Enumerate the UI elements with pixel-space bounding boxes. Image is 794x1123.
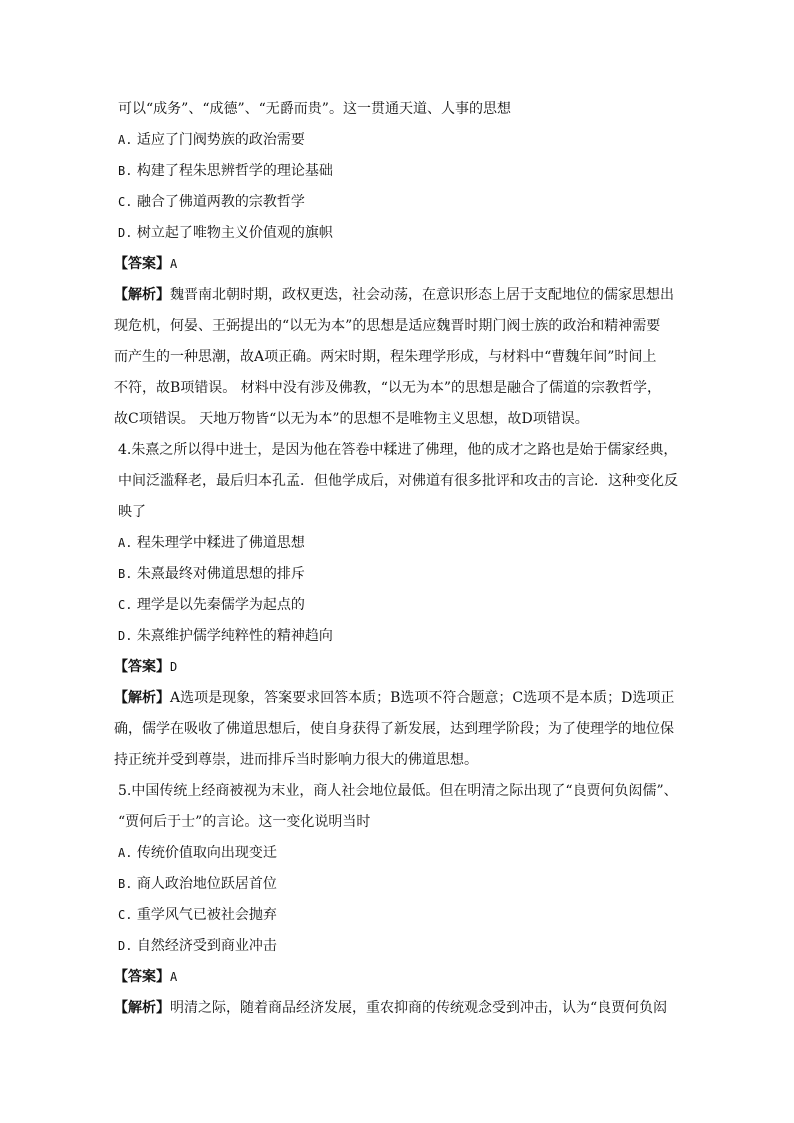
- option-d: D. 朱熹维护儒学纯粹性的精神趋向: [118, 628, 333, 644]
- analysis-line: 【解析】魏晋南北朝时期，政权更迭，社会动荡，在意识形态上居于支配地位的儒家思想出: [114, 287, 674, 303]
- option-c: C. 重学风气已被社会抛弃: [118, 907, 277, 923]
- analysis-line: 而产生的一种思潮，故A项正确。两宋时期，程朱理学形成，与材料中“曹魏年间”时间上: [114, 349, 657, 365]
- stem-line: 映了: [118, 504, 146, 520]
- question-4-options: [118, 533, 678, 646]
- stem-line: 中间泛滥释老，最后归本孔孟．但他学成后，对佛道有很多批评和攻击的言论．这种变化反: [118, 473, 678, 489]
- stem-line: 4.朱熹之所以得中进士，是因为他在答卷中糅进了佛理，他的成才之路也是始于儒家经典，: [118, 442, 678, 458]
- option-c: C. 融合了佛道两教的宗教哲学: [118, 194, 305, 210]
- option-b: B. 构建了程朱思辨哲学的理论基础: [118, 163, 333, 179]
- analysis-line: 【解析】明清之际，随着商品经济发展，重农抑商的传统观念受到冲击，认为“良贾何负闳: [114, 1000, 668, 1016]
- analysis-line: 持正统并受到尊崇，进而排斥当时影响力很大的佛道思想。: [114, 752, 478, 768]
- question-3-stem-tail: 可以“成务”、“成德”、“无爵而贵”。这一贯通天道、人事的思想: [118, 101, 511, 117]
- analysis-line: 不符，故B项错误。 材料中没有涉及佛教，“以无为本”的思想是融合了儒道的宗教哲学，: [114, 380, 662, 396]
- document-body: [114, 99, 678, 1029]
- question-5-answer: 【答案】A: [114, 969, 178, 985]
- option-b: B. 朱熹最终对佛道思想的排斥: [118, 566, 305, 582]
- stem-line: 5.中国传统上经商被视为末业，商人社会地位最低。但在明清之际出现了“良贾何负闳儒”、: [118, 783, 678, 799]
- option-a: A. 程朱理学中糅进了佛道思想: [118, 535, 305, 551]
- option-b: B. 商人政治地位跃居首位: [118, 876, 277, 892]
- question-3-answer: 【答案】A: [114, 256, 178, 272]
- option-a: A. 适应了门阀势族的政治需要: [118, 132, 305, 148]
- question-5-stem: [118, 781, 678, 832]
- option-a: A. 传统价值取向出现变迁: [118, 845, 277, 861]
- question-3-options: [118, 130, 678, 243]
- analysis-line: 现危机，何晏、王弼提出的“以无为本”的思想是适应魏晋时期门阀士族的政治和精神需要: [114, 318, 661, 334]
- stem-line: “贾何后于士”的言论。这一变化说明当时: [118, 814, 371, 830]
- question-5-options: [118, 843, 678, 956]
- option-d: D. 自然经济受到商业冲击: [118, 938, 277, 954]
- option-c: C. 理学是以先秦儒学为起点的: [118, 597, 305, 613]
- question-4-answer: 【答案】D: [114, 659, 178, 675]
- analysis-line: 【解析】A选项是现象，答案要求回答本质；B选项不符合题意；C选项不是本质；D选项正: [114, 690, 675, 706]
- question-3-analysis: [114, 285, 678, 429]
- question-4-analysis: [114, 688, 678, 770]
- analysis-line: 故C项错误。 天地万物皆“以无为本”的思想不是唯物主义思想，故D项错误。: [114, 411, 589, 427]
- question-4-stem: [118, 440, 678, 522]
- question-5-analysis: [114, 998, 678, 1018]
- analysis-line: 确，儒学在吸收了佛道思想后，使自身获得了新发展，达到理学阶段；为了使理学的地位保: [114, 721, 674, 737]
- option-d: D. 树立起了唯物主义价值观的旗帜: [118, 225, 333, 241]
